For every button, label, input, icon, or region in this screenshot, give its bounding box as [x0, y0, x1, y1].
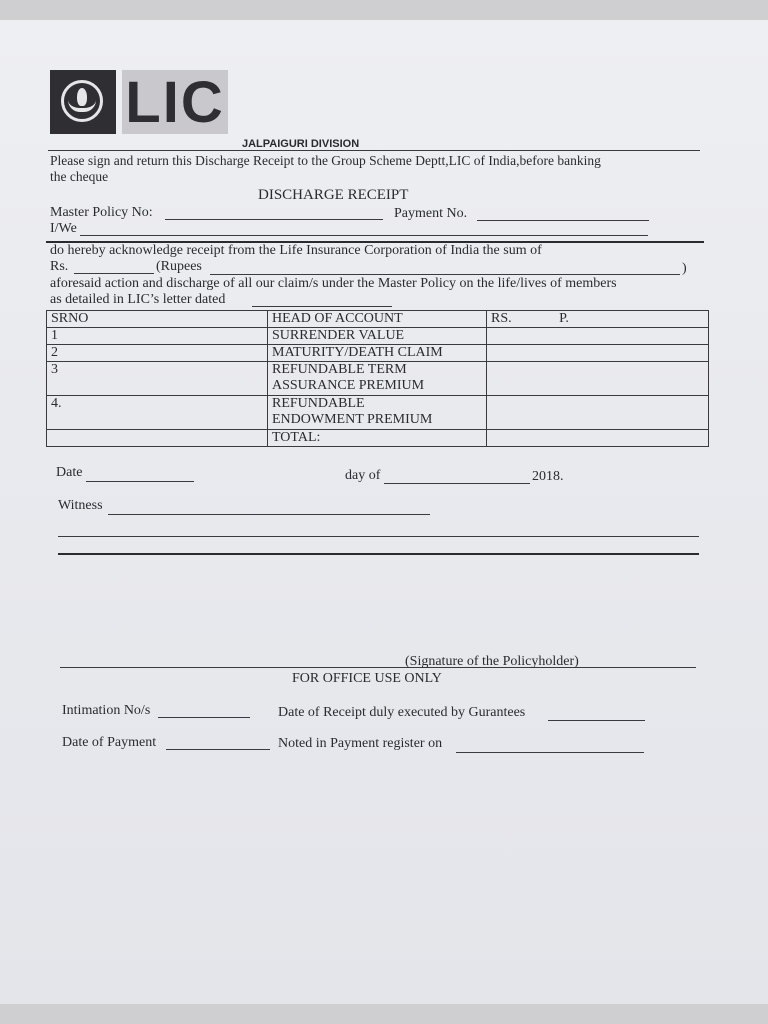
table-row: [47, 328, 709, 345]
lic-emblem-icon: [50, 70, 116, 134]
rupees-words-field[interactable]: [210, 274, 680, 275]
table-row: [47, 345, 709, 362]
logo-text: LIC: [122, 70, 228, 134]
lic-logo: [50, 70, 228, 134]
row-srno: 4.: [47, 396, 268, 430]
table-row: [47, 396, 709, 430]
total-srno-cell: [47, 430, 268, 447]
year-text: 2018.: [532, 469, 564, 484]
rs-amount-field[interactable]: [74, 273, 154, 274]
row-head: [268, 396, 487, 430]
acknowledge-text: do hereby acknowledge receipt from the Life Insurance Corporation of India the sum of: [50, 243, 542, 258]
signature-line[interactable]: [60, 667, 696, 668]
detailed-text: as detailed in LIC’s letter dated: [50, 292, 226, 307]
col-header-head: HEAD OF ACCOUNT: [268, 311, 487, 328]
payment-no-label: Payment No.: [394, 206, 468, 221]
noted-field[interactable]: [456, 752, 644, 753]
table-header-row: [47, 311, 709, 328]
total-amount-cell[interactable]: [487, 430, 709, 447]
witness-line-3[interactable]: [58, 553, 699, 555]
date-payment-label: Date of Payment: [62, 735, 157, 750]
aforesaid-text: aforesaid action and discharge of all our claim/s under the Master Policy on the life/lives of members: [50, 276, 617, 291]
row-srno: 1: [47, 328, 268, 345]
row-srno: 2: [47, 345, 268, 362]
row-head: SURRENDER VALUE: [268, 328, 487, 345]
row-amount-cell[interactable]: [487, 362, 709, 396]
witness-line-2[interactable]: [58, 536, 699, 537]
header-rule: [48, 150, 700, 151]
row-head-line: ASSURANCE PREMIUM: [272, 378, 425, 393]
date-receipt-field[interactable]: [548, 720, 645, 721]
col-header-rs: RS.: [491, 311, 512, 326]
day-of-field[interactable]: [384, 483, 530, 484]
form-title: DISCHARGE RECEIPT: [258, 187, 409, 203]
division-name: JALPAIGURI DIVISION: [242, 138, 360, 150]
instruction-line-2: the cheque: [50, 169, 109, 184]
row-head: MATURITY/DEATH CLAIM: [268, 345, 487, 362]
row-srno: 3: [47, 362, 268, 396]
signature-label: (Signature of the Policyholder): [405, 654, 579, 669]
table-total-row: [47, 430, 709, 447]
table-row: [47, 362, 709, 396]
row-head-line: ENDOWMENT PREMIUM: [272, 412, 433, 427]
master-policy-label: Master Policy No:: [50, 205, 153, 220]
rupees-label: (Rupees: [156, 259, 202, 274]
day-of-label: day of: [345, 468, 381, 483]
date-label: Date: [56, 465, 83, 480]
date-payment-field[interactable]: [166, 749, 270, 750]
date-field[interactable]: [86, 481, 194, 482]
col-header-srno: SRNO: [47, 311, 268, 328]
noted-label: Noted in Payment register on: [278, 736, 443, 751]
intimation-field[interactable]: [158, 717, 250, 718]
iwe-label: I/We: [50, 221, 77, 236]
intimation-label: Intimation No/s: [62, 703, 151, 718]
row-head-line: REFUNDABLE TERM: [272, 362, 407, 377]
witness-field[interactable]: [108, 514, 430, 515]
master-policy-field[interactable]: [165, 219, 383, 220]
row-head-line: REFUNDABLE: [272, 396, 365, 411]
row-head: [268, 362, 487, 396]
payment-no-field[interactable]: [477, 220, 649, 221]
rs-label: Rs.: [50, 259, 69, 274]
date-receipt-label: Date of Receipt duly executed by Gurantees: [278, 705, 526, 720]
letter-date-field[interactable]: [252, 306, 392, 307]
col-header-p: P.: [559, 311, 569, 326]
total-label: TOTAL:: [268, 430, 487, 447]
office-use-title: FOR OFFICE USE ONLY: [292, 671, 442, 686]
row-amount-cell[interactable]: [487, 396, 709, 430]
iwe-field[interactable]: [80, 235, 648, 236]
row-amount-cell[interactable]: [487, 328, 709, 345]
col-header-amount: [487, 311, 709, 328]
instruction-line-1: Please sign and return this Discharge Receipt to the Group Scheme Deptt,LIC of India,before banking: [50, 153, 601, 168]
accounts-table: [46, 310, 709, 447]
row-amount-cell[interactable]: [487, 345, 709, 362]
witness-label: Witness: [58, 498, 103, 513]
rupees-close: ): [682, 261, 687, 276]
